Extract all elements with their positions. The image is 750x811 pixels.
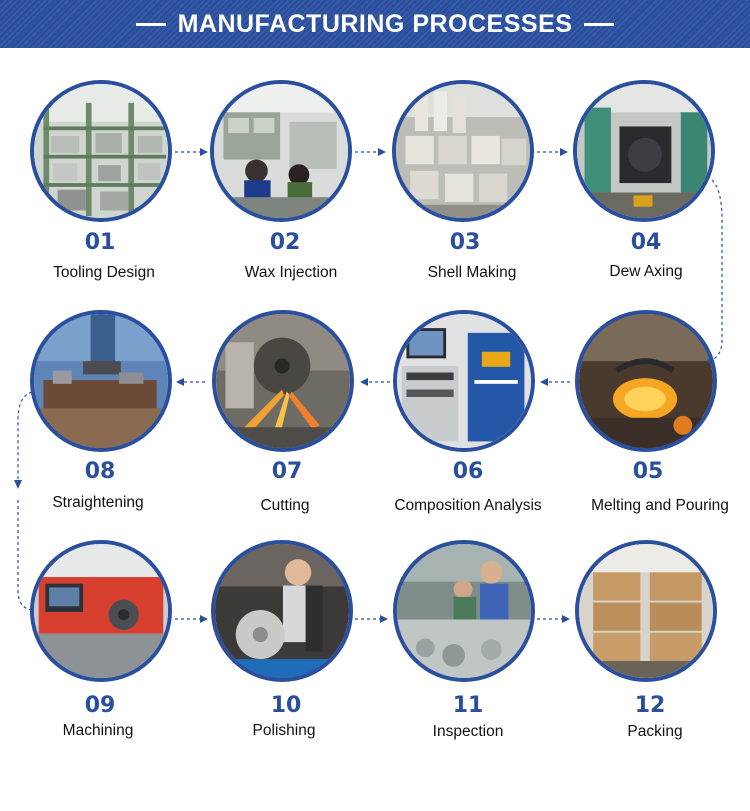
step-label-dew-axing: Dew Axing (609, 263, 683, 280)
step-number-12: 12 (634, 693, 666, 718)
step-label-straightening: Straightening (52, 494, 144, 511)
arrow-head-3-4 (560, 148, 568, 156)
step-number-03: 03 (449, 230, 481, 255)
arrow-head-5-6 (540, 378, 548, 386)
arrow-head-1-2 (200, 148, 208, 156)
step-label-shell-making: Shell Making (427, 264, 517, 281)
photo-packing (575, 540, 717, 682)
step-number-11: 11 (452, 693, 484, 718)
step-number-10: 10 (270, 693, 302, 718)
arrow-head-9-10 (200, 615, 208, 623)
step-number-06: 06 (452, 459, 484, 484)
page-title: MANUFACTURING PROCESSES (177, 9, 573, 38)
photo-tooling-design (30, 80, 172, 222)
step-label-composition-analysis: Composition Analysis (394, 497, 542, 514)
photo-machining (30, 540, 172, 682)
photo-melting-and-pouring (575, 310, 717, 452)
step-number-07: 07 (271, 459, 303, 484)
step-number-02: 02 (269, 230, 301, 255)
photo-straightening (30, 310, 172, 452)
photo-cutting (212, 310, 354, 452)
step-label-inspection: Inspection (432, 723, 504, 740)
step-label-polishing: Polishing (252, 722, 316, 739)
photo-polishing (211, 540, 353, 682)
photo-wax-injection (210, 80, 352, 222)
arrow-head-6-7 (360, 378, 368, 386)
header-banner (0, 0, 750, 48)
step-label-wax-injection: Wax Injection (244, 264, 338, 281)
step-label-cutting: Cutting (260, 497, 310, 514)
photo-inspection (393, 540, 535, 682)
step-label-tooling-design: Tooling Design (53, 264, 155, 281)
photo-composition-analysis (393, 310, 535, 452)
step-label-melting-and-pouring: Melting and Pouring (591, 497, 729, 514)
arrow-head-2-3 (378, 148, 386, 156)
photo-dew-axing (573, 80, 715, 222)
step-number-01: 01 (84, 230, 116, 255)
step-number-05: 05 (632, 459, 664, 484)
step-label-packing: Packing (627, 723, 683, 740)
left-dash (136, 23, 166, 26)
step-number-04: 04 (630, 230, 662, 255)
step-number-08: 08 (84, 459, 116, 484)
photo-shell-making (392, 80, 534, 222)
right-dash (584, 23, 614, 26)
arrow-head-10-11 (380, 615, 388, 623)
arrow-head-11-12 (562, 615, 570, 623)
step-number-09: 09 (84, 693, 116, 718)
step-label-machining: Machining (62, 722, 134, 739)
arrow-head-7-8 (176, 378, 184, 386)
